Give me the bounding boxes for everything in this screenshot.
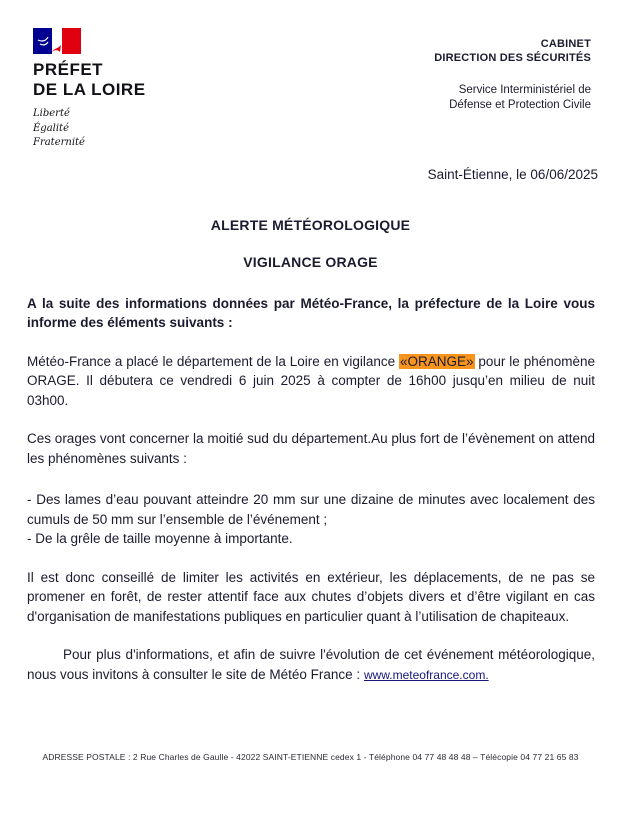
orange-vigilance-highlight: «ORANGE» (400, 353, 474, 369)
vigilance-paragraph (27, 352, 595, 411)
more-info-text: Pour plus d'informations, et afin de suivre l'évolution de cet événement météorologique, nous vous invitons à consulter le site de Météo France : (27, 647, 595, 682)
meteofrance-link[interactable]: www.meteofrance.com. (363, 667, 489, 682)
service-line1: Service Interministériel de (458, 84, 591, 96)
intro-paragraph: A la suite des informations données par Météo-France, la préfecture de la Loire vous informe des éléments suivants : (27, 295, 595, 330)
place-and-date: Saint-Étienne, le 06/06/2025 (427, 166, 598, 182)
document-subtitle: VIGILANCE ORAGE (243, 253, 378, 270)
direction-label: DIRECTION DES SÉCURITÉS (434, 52, 591, 64)
motto-fraternite: Fraternité (33, 137, 85, 148)
republic-motto (33, 107, 233, 151)
vigilance-text-before: Météo-France a placé le département de la Loire en vigilance (27, 353, 399, 369)
phenomena-list (27, 490, 595, 549)
vigilance-text-after: pour le phénomène ORAGE. Il débutera ce vendredi 6 juin 2025 à compter de 16h00 jusqu’en milieu de nuit 03h00. (27, 353, 596, 408)
cabinet-label: CABINET (540, 38, 591, 50)
postal-address-footer: ADRESSE POSTALE : 2 Rue Charles de Gaulle - 42022 SAINT-ETIENNE cedex 1 - Téléphone 04 77 48 48 48 – Télécopie 04 77 21 65 83 (42, 752, 579, 762)
prefect-name-line2: DE LA LOIRE (33, 80, 146, 99)
advice-paragraph: Il est donc conseillé de limiter les activités en extérieur, les déplacements, de ne pas se promener en forêt, de rester attentif face aux chutes d’objets divers et d’être vigilant en cas d'organisation de manifestations publiques en particulier quant à l’utilisation de chapiteaux. (27, 569, 595, 624)
motto-liberte: Liberté (33, 108, 70, 119)
more-info-paragraph (27, 645, 595, 685)
motto-egalite: Égalité (33, 122, 69, 134)
letterhead (0, 0, 621, 151)
phenomena-item-rain: - Des lames d’eau pouvant atteindre 20 mm sur une dizaine de minutes avec localement des cumuls de 50 mm sur l’ensemble de l’événement ; (27, 492, 595, 527)
prefect-name-line1: PRÉFET (33, 60, 104, 79)
service-line2: Défense et Protection Civile (449, 99, 591, 111)
document-title: ALERTE MÉTÉOROLOGIQUE (210, 216, 411, 233)
phenomena-item-hail: - De la grêle de taille moyenne à importante. (27, 531, 293, 546)
storm-scope-paragraph: Ces orages vont concerner la moitié sud du département.Au plus fort de l’évènement on attend les phénomènes suivants : (27, 431, 595, 466)
letter-body (0, 294, 621, 686)
french-flag-marianne-icon (33, 28, 81, 54)
issuing-service-block (434, 37, 591, 113)
prefecture-logo-block (33, 28, 233, 151)
